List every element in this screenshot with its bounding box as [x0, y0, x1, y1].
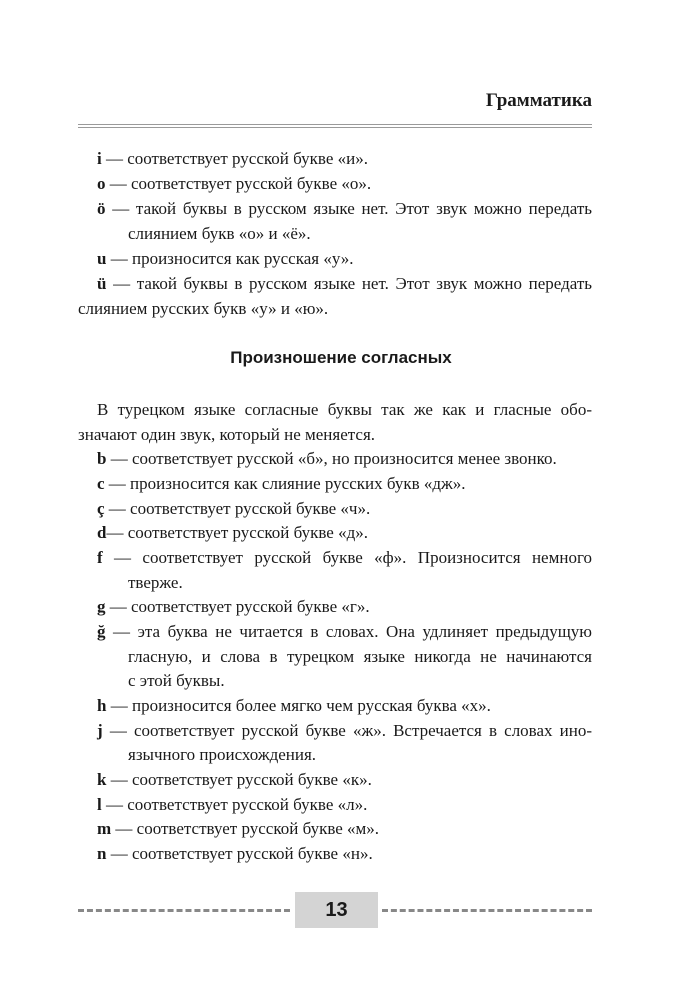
header-rule [78, 124, 592, 125]
letter-entry [78, 521, 592, 546]
letter-entry-continuation: язычного происхождения. [128, 745, 317, 765]
letter: l [97, 794, 102, 814]
letter: m [97, 819, 112, 839]
running-header: Грамматика [485, 90, 592, 111]
letter-entry [78, 768, 592, 793]
letter-description: — соответствует русской букве «л». [105, 794, 368, 814]
footer-dashes [382, 909, 592, 912]
letter-entry [78, 694, 592, 719]
letter-entry [78, 497, 592, 522]
letter-description: — эта буква не читается в словах. Она удлиняет предыдущую [113, 621, 592, 641]
letter-entry [78, 842, 592, 867]
vowel-list [78, 146, 592, 321]
page-footer [78, 892, 592, 928]
letter-entry [78, 146, 592, 171]
letter-entry-continuation: слиянием русских букв «у» и «ю». [78, 299, 329, 318]
letter: n [97, 843, 107, 863]
letter-entry [78, 620, 592, 645]
letter-entry-continuation: тверже. [128, 572, 183, 592]
letter-entry-continuation: гласную, и слова в турецком языке никогда не начинаются [128, 646, 592, 666]
letter: b [97, 449, 107, 469]
consonant-list [78, 398, 592, 866]
letter: ö [97, 199, 106, 218]
letter-entry [78, 246, 592, 271]
letter-entry [78, 719, 592, 744]
intro-line: значают один звук, который не меняется. [78, 424, 376, 444]
letter-description: — соответствует русской букве «и». [105, 149, 368, 168]
letter-entry [78, 447, 592, 472]
letter-entry [78, 546, 592, 571]
letter-entry [78, 817, 592, 842]
page-number: 13 [295, 892, 378, 928]
letter-description: — соответствует русской букве «ф». Произносится немного [114, 547, 592, 567]
letter: d [97, 523, 107, 543]
letter-entry [78, 271, 592, 296]
letter: u [97, 249, 107, 268]
letter: o [97, 174, 106, 193]
letter-entry [78, 171, 592, 196]
letter-entry-continuation: слиянием букв «о» и «ё». [128, 224, 311, 243]
letter: h [97, 695, 107, 715]
letter-entry [78, 472, 592, 497]
intro-line: В турецком языке согласные буквы так же как и гласные обо- [97, 400, 592, 419]
letter-entry [78, 793, 592, 818]
letter-description: — такой буквы в русском языке нет. Этот звук можно передать [112, 199, 592, 218]
letter-description: — соответствует русской букве «к». [110, 769, 372, 789]
letter: g [97, 597, 106, 617]
letter: c [97, 473, 105, 493]
letter: j [97, 720, 103, 740]
letter: ü [97, 274, 107, 293]
letter-description: — произносится как русская «у». [110, 249, 354, 268]
letter-entry-continuation: с этой буквы. [128, 671, 225, 691]
letter-entry [78, 595, 592, 620]
letter: i [97, 149, 102, 168]
letter: k [97, 769, 107, 789]
letter: f [97, 547, 103, 567]
letter-description: — такой буквы в русском языке нет. Этот звук можно передать [113, 274, 592, 293]
letter: ç [97, 498, 105, 518]
letter-description: — соответствует русской букве «ч». [108, 498, 371, 518]
letter-description: — соответствует русской букве «г». [109, 597, 370, 617]
footer-dashes [78, 909, 290, 912]
letter-description: — соответствует русской букве «ж». Встречается в словах ино- [109, 720, 592, 740]
letter-description: — соответствует русской букве «д». [106, 523, 368, 543]
letter-description: — произносится как слияние русских букв «дж». [108, 473, 466, 493]
letter-description: — произносится более мягко чем русская буква «х». [110, 695, 491, 715]
letter-description: — соответствует русской букве «о». [109, 174, 372, 193]
section-heading: Произношение согласных [230, 348, 452, 367]
letter-entry [78, 196, 592, 221]
letter: ğ [97, 621, 106, 641]
header-rule [78, 127, 592, 128]
letter-description: — соответствует русской букве «м». [115, 819, 380, 839]
letter-description: — соответствует русской букве «н». [110, 843, 373, 863]
letter-description: — соответствует русской «б», но произносится менее звонко. [110, 449, 557, 469]
